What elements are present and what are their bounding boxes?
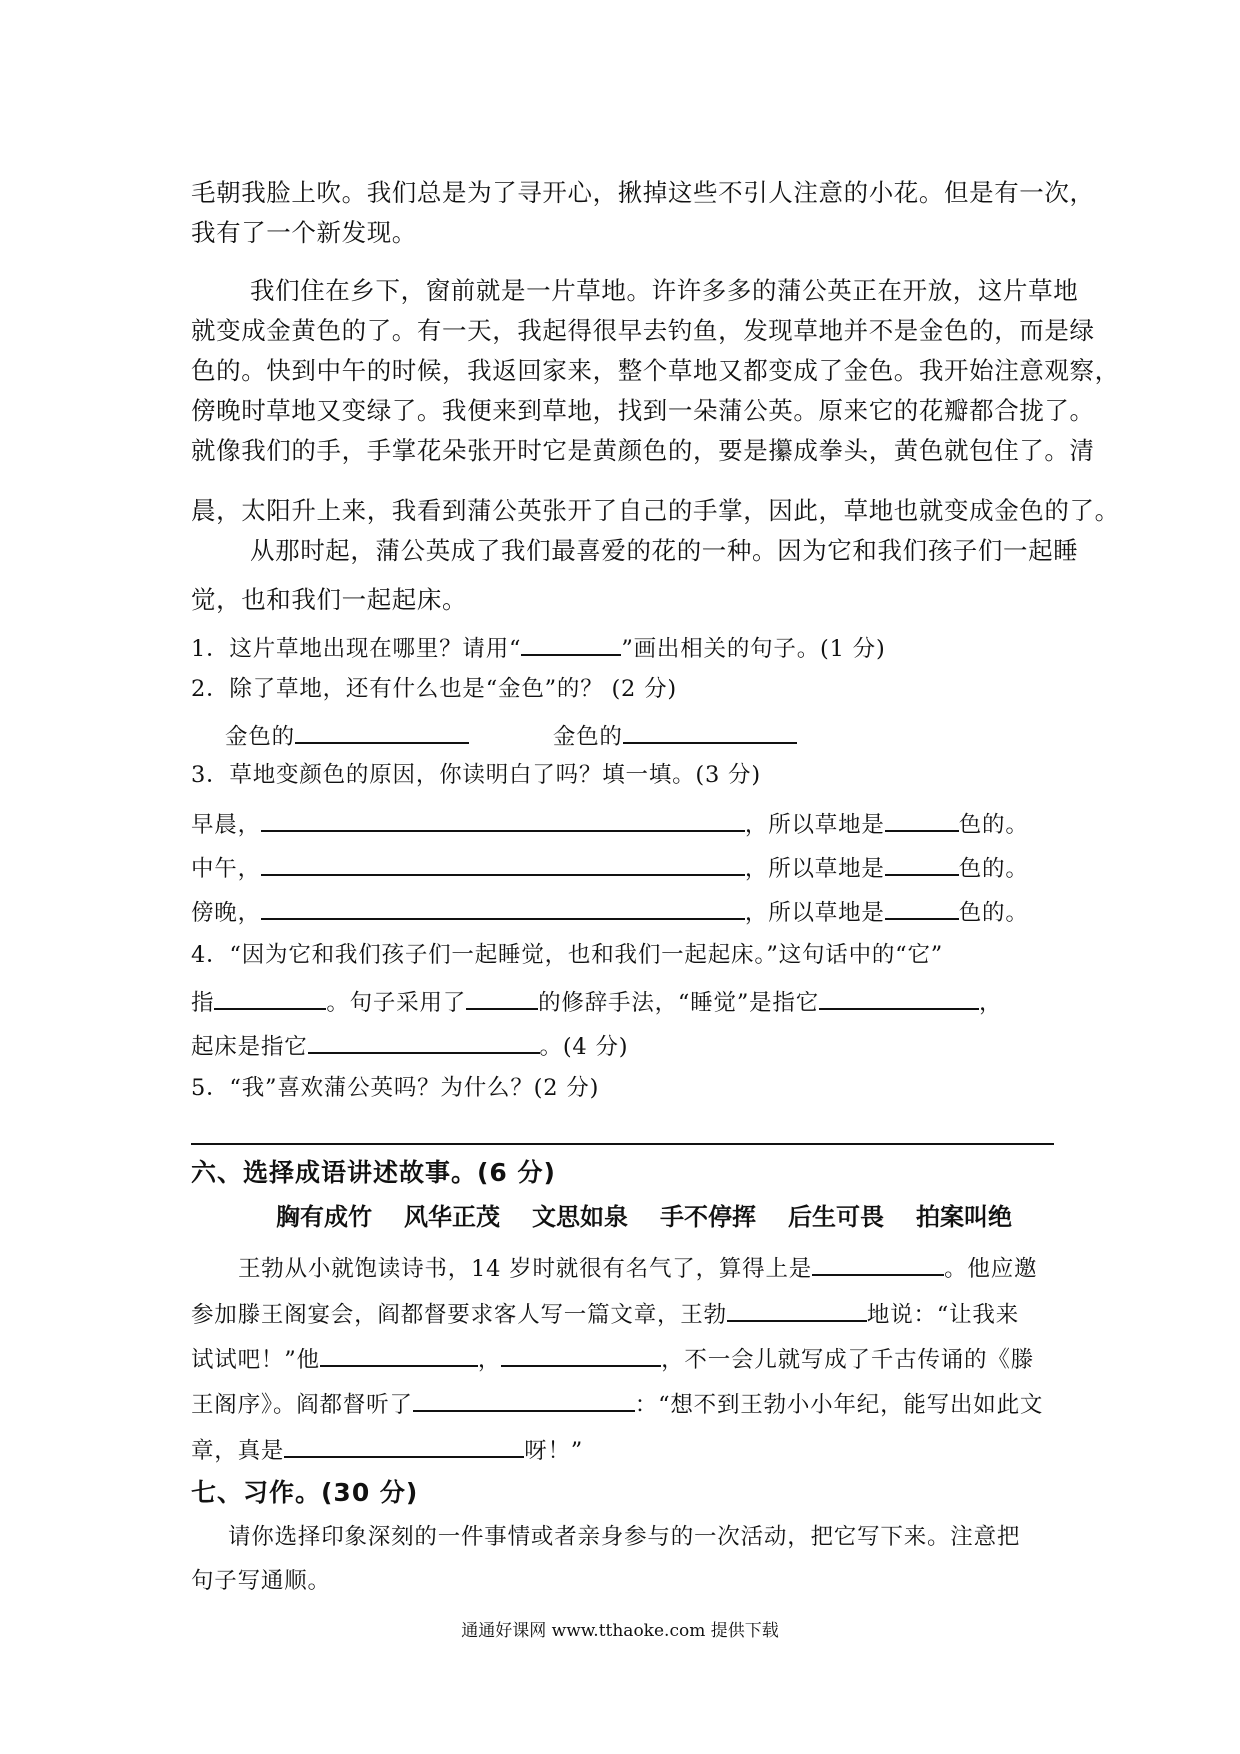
story-text: ：“想不到王勃小小年纪，能写出如此文 <box>634 1392 1044 1418</box>
answer-blank[interactable] <box>308 1028 540 1054</box>
story-text: 呀！” <box>524 1438 584 1464</box>
footer-text: 通通好课网 www.tthaoke.com 提供下载 <box>461 1621 779 1641</box>
answer-blank[interactable] <box>819 984 979 1010</box>
passage-line: 晨，太阳升上来，我看到蒲公英张开了自己的手掌，因此，草地也就变成金色的了。 <box>191 496 1120 525</box>
idiom: 胸有成竹 <box>276 1203 372 1231</box>
idiom: 文思如泉 <box>532 1203 628 1231</box>
question-2-answers <box>225 718 797 752</box>
q4-text: ， <box>979 990 1003 1016</box>
gold-label: 金色的 <box>225 724 295 750</box>
answer-blank[interactable] <box>261 850 745 876</box>
answer-line[interactable] <box>191 1143 1054 1145</box>
story-line <box>191 1432 583 1466</box>
underline-mark-blank[interactable] <box>521 630 621 656</box>
question-4-line-2 <box>191 984 1002 1018</box>
composition-prompt: 句子写通顺。 <box>191 1568 331 1594</box>
passage-line: 我们住在乡下，窗前就是一片草地。许许多多的蒲公英正在开放，这片草地 <box>250 276 1079 305</box>
story-line <box>238 1250 1037 1284</box>
story-text: 王阁序》。阎都督听了 <box>191 1392 413 1418</box>
color-blank[interactable] <box>885 806 959 832</box>
story-line <box>191 1296 1019 1330</box>
idiom: 后生可畏 <box>788 1203 884 1231</box>
question-3-noon <box>191 850 1029 884</box>
color-text: 色的。 <box>958 812 1029 838</box>
question-1 <box>191 630 886 664</box>
q4-text: 指 <box>191 990 215 1016</box>
passage-line: 色的。快到中午的时候，我返回家来，整个草地又都变成了金色。我开始注意观察， <box>191 356 1120 385</box>
color-blank[interactable] <box>885 850 959 876</box>
story-text: 章，真是 <box>191 1438 285 1464</box>
passage-line: 从那时起，蒲公英成了我们最喜爱的花的一种。因为它和我们孩子们一起睡 <box>250 536 1079 565</box>
question-2: 2．除了草地，还有什么也是“金色”的？ (2 分) <box>191 676 677 702</box>
story-text: ， <box>477 1347 502 1373</box>
question-3: 3．草地变颜色的原因，你读明白了吗？填一填。(3 分) <box>191 762 761 788</box>
q4-text: 。(4 分) <box>539 1034 629 1060</box>
composition-prompt: 请你选择印象深刻的一件事情或者亲身参与的一次活动，把它写下来。注意把 <box>228 1524 1021 1550</box>
idiom-blank[interactable] <box>812 1250 944 1276</box>
passage-line: 傍晚时草地又变绿了。我便来到草地，找到一朵蒲公英。原来它的花瓣都合拢了。 <box>191 396 1095 425</box>
q4-text: 。句子采用了 <box>326 990 467 1016</box>
idiom-blank[interactable] <box>284 1432 524 1458</box>
story-line <box>191 1386 1043 1420</box>
q4-text: 的修辞手法，“睡觉”是指它 <box>538 990 820 1016</box>
story-text: 。他应邀 <box>944 1256 1038 1282</box>
morning-label: 早晨， <box>191 812 261 838</box>
idiom-blank[interactable] <box>501 1341 661 1367</box>
story-text: 试试吧！”他 <box>191 1347 320 1373</box>
gold-label: 金色的 <box>552 724 623 750</box>
story-text: 王勃从小就饱读诗书，14 岁时就很有名气了，算得上是 <box>238 1256 813 1282</box>
color-blank[interactable] <box>885 894 959 920</box>
evening-label: 傍晚， <box>191 900 261 926</box>
passage-line: 毛朝我脸上吹。我们总是为了寻开心，揪掉这些不引人注意的小花。但是有一次， <box>191 178 1095 207</box>
question-1-text: 1．这片草地出现在哪里？请用“ <box>191 636 522 662</box>
question-3-evening <box>191 894 1029 928</box>
so-text: ，所以草地是 <box>744 856 885 882</box>
idiom-list <box>276 1202 1044 1232</box>
story-text: 地说：“让我来 <box>866 1302 1020 1328</box>
color-text: 色的。 <box>958 900 1029 926</box>
idiom: 拍案叫绝 <box>916 1203 1012 1231</box>
section-6-title: 六、选择成语讲述故事。(6 分) <box>191 1158 556 1187</box>
answer-blank[interactable] <box>295 718 469 744</box>
passage-line: 觉，也和我们一起起床。 <box>191 585 468 614</box>
passage-line: 就变成金黄色的了。有一天，我起得很早去钓鱼，发现草地并不是金色的，而是绿 <box>191 316 1095 345</box>
idiom: 手不停挥 <box>660 1203 756 1231</box>
answer-blank[interactable] <box>214 984 326 1010</box>
answer-blank[interactable] <box>261 894 745 920</box>
answer-blank[interactable] <box>623 718 797 744</box>
question-4-line-3 <box>191 1028 628 1062</box>
so-text: ，所以草地是 <box>744 812 885 838</box>
story-line <box>191 1341 1034 1375</box>
passage-line: 我有了一个新发现。 <box>191 218 417 247</box>
section-7-title: 七、习作。(30 分) <box>191 1478 419 1507</box>
passage-line: 就像我们的手，手掌花朵张开时它是黄颜色的，要是攥成拳头，黄色就包住了。清 <box>191 436 1095 465</box>
q4-text: 起床是指它 <box>191 1034 308 1060</box>
story-text: 参加滕王阁宴会，阎都督要求客人写一篇文章，王勃 <box>191 1302 727 1328</box>
question-1-text-end: ”画出相关的句子。(1 分) <box>621 636 886 662</box>
answer-blank[interactable] <box>466 984 538 1010</box>
idiom-blank[interactable] <box>320 1341 478 1367</box>
story-text: ，不一会儿就写成了千古传诵的《滕 <box>661 1347 1034 1373</box>
color-text: 色的。 <box>958 856 1029 882</box>
so-text: ，所以草地是 <box>744 900 885 926</box>
question-3-morning <box>191 806 1029 840</box>
idiom-blank[interactable] <box>413 1386 635 1412</box>
noon-label: 中午， <box>191 856 261 882</box>
question-5: 5．“我”喜欢蒲公英吗？为什么？(2 分) <box>191 1075 600 1101</box>
idiom-blank[interactable] <box>727 1296 867 1322</box>
answer-blank[interactable] <box>261 806 745 832</box>
question-4: 4．“因为它和我们孩子们一起睡觉，也和我们一起起床。”这句话中的“它” <box>191 942 944 968</box>
idiom: 风华正茂 <box>404 1203 500 1231</box>
